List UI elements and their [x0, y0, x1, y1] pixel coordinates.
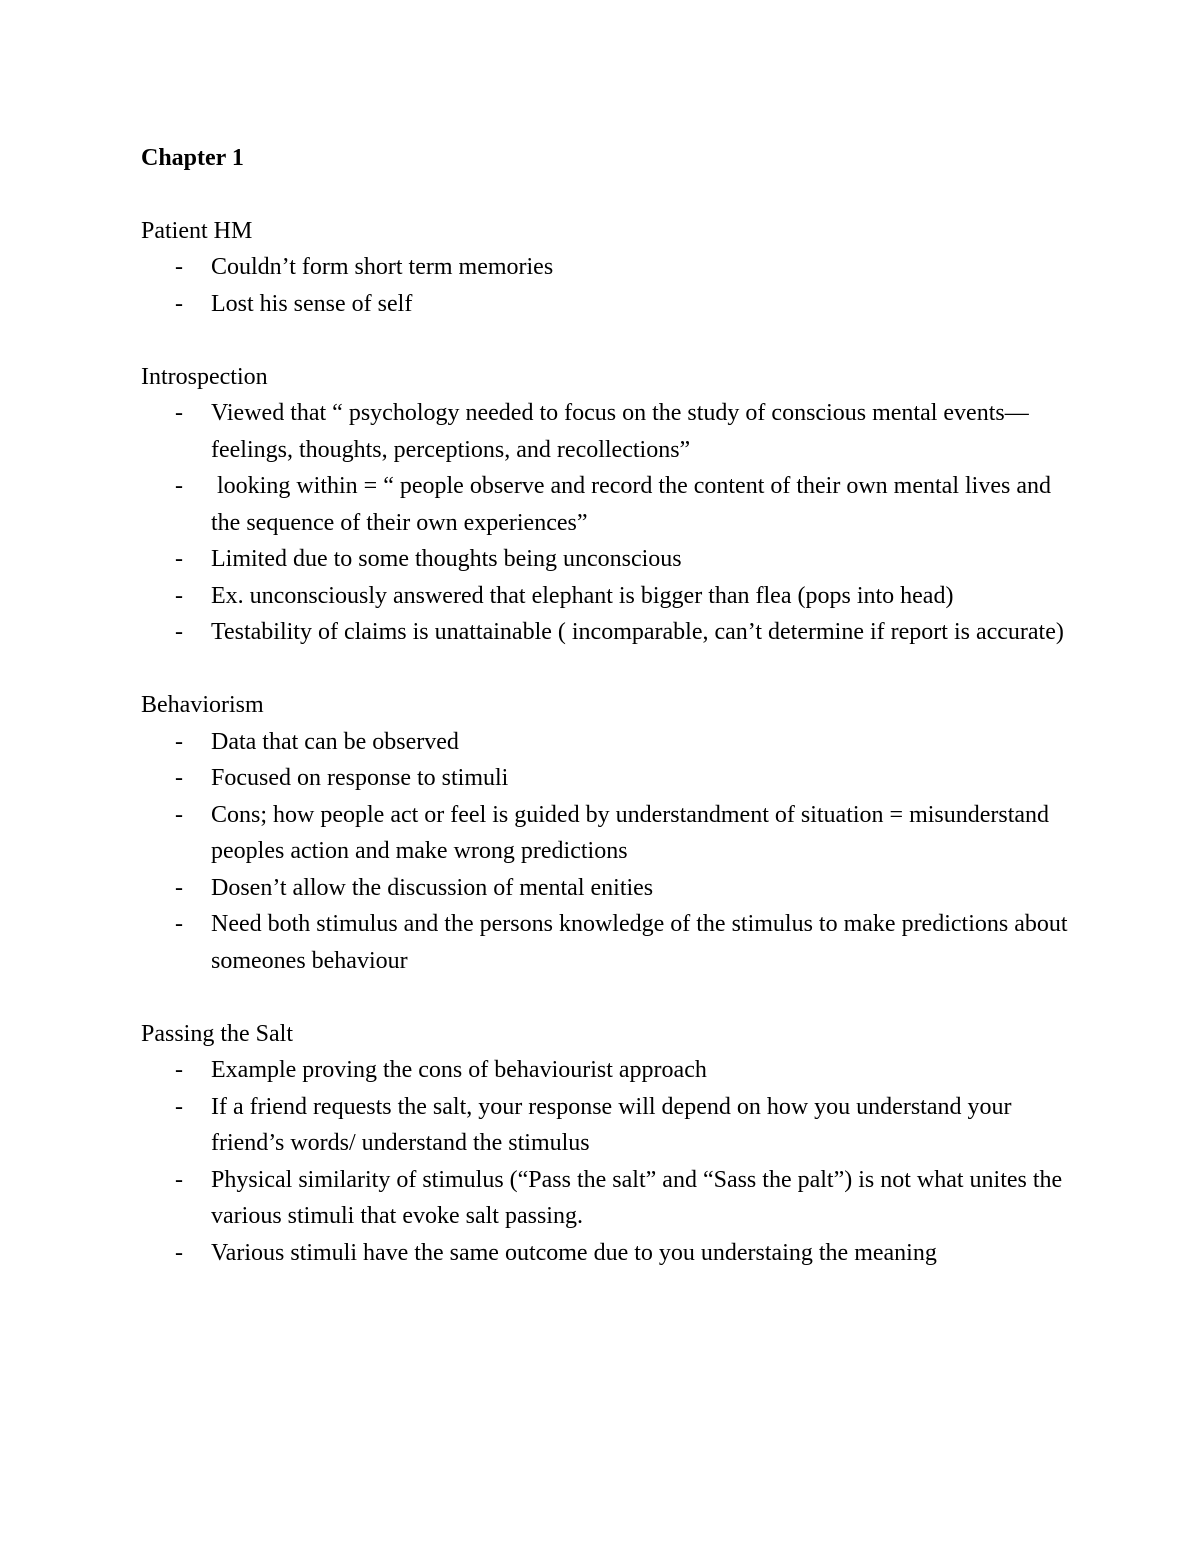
- bullet-item: [141, 541, 1071, 578]
- bullet-text: Physical similarity of stimulus (“Pass the salt” and “Sass the palt”) is not what unites the various stimuli that evoke salt passing.: [211, 1166, 1069, 1229]
- bullet-marker: -: [175, 254, 183, 280]
- bullet-marker: -: [175, 619, 183, 645]
- bullet-marker: -: [175, 1057, 183, 1083]
- bullet-text: Couldn’t form short term memories: [211, 254, 554, 280]
- bullet-marker: -: [175, 1166, 183, 1193]
- bullet-text: looking within = “ people observe and record the content of their own mental lives and the sequence of their own experiences”: [211, 473, 1057, 536]
- bullet-text: Focused on response to stimuli: [211, 765, 509, 791]
- bullet-text: Lost his sense of self: [211, 290, 413, 317]
- bullet-marker: -: [175, 1093, 183, 1120]
- bullet-item: [141, 906, 1074, 979]
- bullet-item: [141, 578, 1071, 615]
- bullet-text: Need both stimulus and the persons knowledge of the stimulus to make predictions about someones behaviour: [211, 911, 1074, 974]
- bullet-marker: -: [175, 765, 183, 791]
- bullet-marker: -: [175, 582, 183, 609]
- bullet-text: If a friend requests the salt, your response will depend on how you understand your friend’s words/ understand the stimulus: [211, 1093, 1018, 1156]
- bullet-marker: -: [175, 728, 183, 755]
- bullet-marker: -: [175, 400, 183, 426]
- section-heading: Introspection: [141, 363, 268, 390]
- bullet-marker: -: [175, 801, 183, 828]
- bullet-item: [141, 286, 1071, 323]
- bullet-item: [141, 1235, 1071, 1272]
- bullet-list: [141, 724, 1074, 980]
- bullet-text: Various stimuli have the same outcome due to you understaing the meaning: [211, 1239, 937, 1266]
- bullet-list: [141, 395, 1071, 651]
- chapter-title: Chapter 1: [141, 145, 244, 171]
- bullet-marker: -: [175, 874, 183, 901]
- bullet-item: [141, 870, 1071, 907]
- sections-container: [141, 213, 1074, 1272]
- bullet-marker: -: [175, 1239, 183, 1266]
- section-heading: Passing the Salt: [141, 1020, 294, 1047]
- bullet-list: [141, 1052, 1071, 1271]
- bullet-text: Cons; how people act or feel is guided by understandment of situation = misunderstand peoples action and make wrong predictions: [211, 801, 1056, 864]
- bullet-item: [141, 468, 1071, 541]
- bullet-item: [141, 1162, 1071, 1235]
- bullet-marker: -: [175, 911, 183, 937]
- section: [141, 687, 1074, 979]
- document-page: [141, 140, 1074, 1308]
- bullet-item: [141, 1089, 1071, 1162]
- section: [141, 1016, 1071, 1272]
- section-heading: Behaviorism: [141, 692, 264, 718]
- section-heading: Patient HM: [141, 217, 253, 244]
- bullet-item: [141, 760, 1071, 797]
- section: [141, 359, 1071, 651]
- bullet-text: Ex. unconsciously answered that elephant is bigger than flea (pops into head): [211, 582, 954, 609]
- bullet-marker: -: [175, 290, 183, 317]
- bullet-text: Dosen’t allow the discussion of mental enities: [211, 874, 654, 901]
- bullet-item: [141, 249, 1071, 286]
- bullet-item: [141, 1052, 1071, 1089]
- bullet-list: [141, 249, 1071, 322]
- bullet-text: Testability of claims is unattainable ( incomparable, can’t determine if report is accurate): [211, 619, 1064, 645]
- bullet-text: Data that can be observed: [211, 728, 459, 755]
- bullet-marker: -: [175, 546, 183, 572]
- bullet-marker: -: [175, 473, 183, 499]
- section: [141, 213, 1071, 323]
- bullet-item: [141, 724, 1071, 761]
- bullet-text: Example proving the cons of behaviourist approach: [211, 1057, 707, 1083]
- bullet-item: [141, 395, 1071, 468]
- bullet-text: Limited due to some thoughts being unconscious: [211, 546, 682, 572]
- bullet-text: Viewed that “ psychology needed to focus on the study of conscious mental events—feelings, thoughts, perceptions, and recollections”: [211, 400, 1029, 463]
- bullet-item: [141, 797, 1071, 870]
- bullet-item: [141, 614, 1071, 651]
